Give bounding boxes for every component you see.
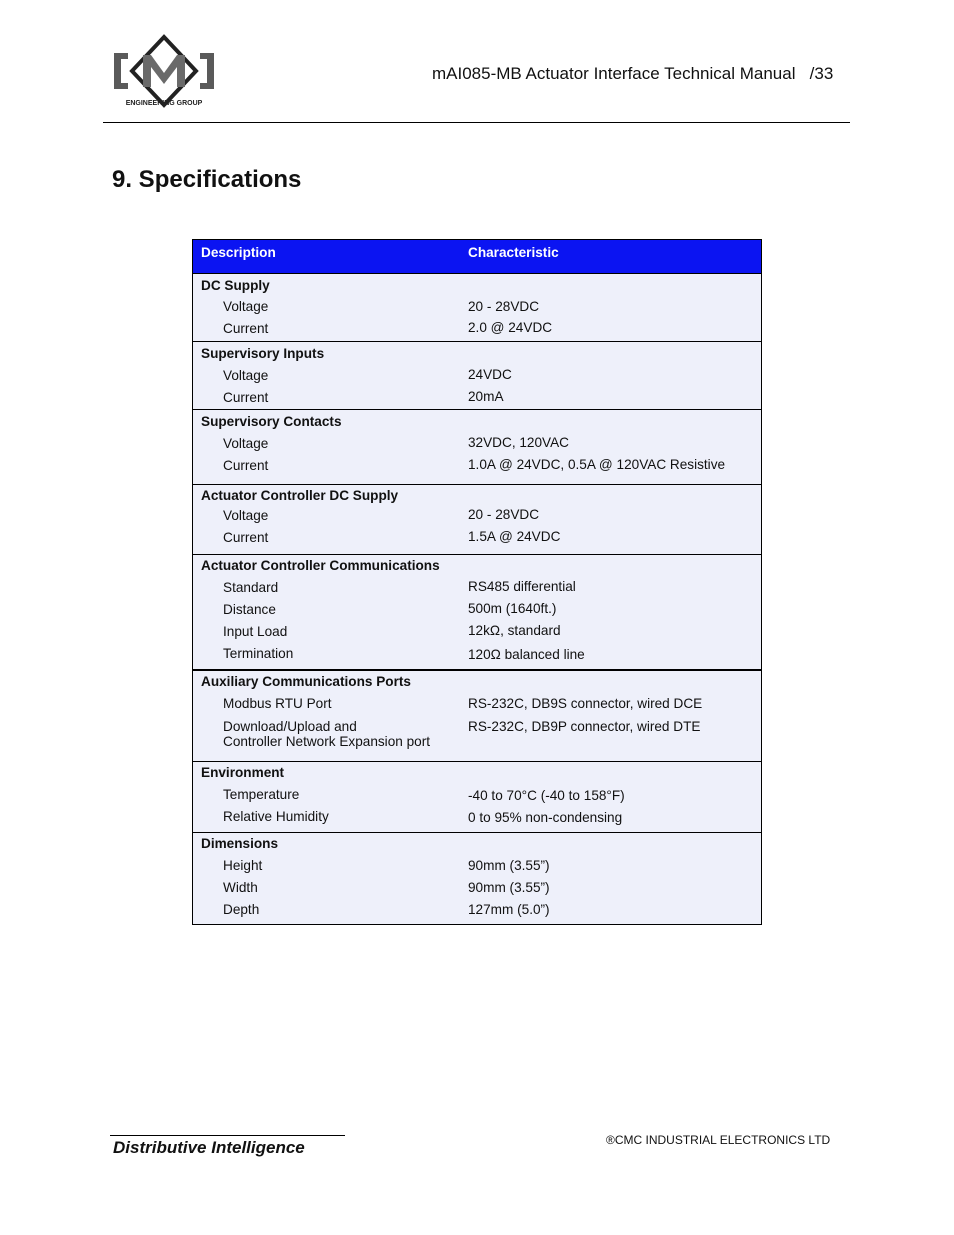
- spec-label: [223, 602, 276, 617]
- spec-value: 127mm (5.0”): [468, 902, 550, 917]
- spec-value: 90mm (3.55”): [468, 880, 550, 895]
- spec-group-title: Actuator Controller Communications: [201, 558, 440, 573]
- spec-value: 500m (1640ft.): [468, 601, 557, 616]
- spec-label: [223, 719, 430, 749]
- spec-group-title: Dimensions: [201, 836, 279, 851]
- column-header-characteristic: Characteristic: [468, 245, 559, 260]
- spec-label: [223, 880, 258, 895]
- spec-label-line: Current: [223, 321, 269, 336]
- spec-label: [223, 809, 329, 824]
- spec-label-line: Download/Upload and: [223, 719, 357, 734]
- spec-label-line: Voltage: [223, 368, 269, 383]
- spec-label: [223, 368, 268, 383]
- spec-label: [223, 646, 293, 661]
- spec-label-line: Current: [223, 390, 269, 405]
- spec-label: [223, 390, 268, 405]
- table-header-row: [193, 240, 761, 274]
- spec-value: RS485 differential: [468, 579, 576, 594]
- spec-label-line: Termination: [223, 646, 294, 661]
- footer-divider: [110, 1135, 345, 1136]
- specifications-table: [192, 239, 762, 925]
- header-divider: [103, 122, 850, 123]
- spec-group: [193, 485, 761, 555]
- spec-value: -40 to 70°C (-40 to 158°F): [468, 788, 625, 803]
- spec-label-line: Input Load: [223, 624, 288, 639]
- spec-group-title: Auxiliary Communications Ports: [201, 674, 411, 689]
- spec-group: [193, 410, 761, 485]
- spec-value: 12kΩ, standard: [468, 623, 561, 638]
- spec-label: [223, 436, 268, 451]
- spec-value: 20mA: [468, 389, 504, 404]
- logo-caption: ENGINEERING GROUP: [125, 100, 203, 107]
- spec-label-line: Voltage: [223, 299, 269, 314]
- spec-label-line: Voltage: [223, 508, 269, 523]
- spec-value: 24VDC: [468, 367, 512, 382]
- spec-label: [223, 580, 278, 595]
- spec-group-title: Environment: [201, 765, 285, 780]
- spec-label: [223, 458, 268, 473]
- spec-group: [193, 342, 761, 410]
- spec-label: [223, 530, 268, 545]
- spec-value: 120Ω balanced line: [468, 647, 585, 662]
- spec-label-line: Controller Network Expansion port: [223, 734, 431, 749]
- spec-group: [193, 555, 761, 671]
- spec-label: [223, 299, 268, 314]
- spec-value: 20 - 28VDC: [468, 507, 540, 522]
- spec-label-line: Relative Humidity: [223, 809, 329, 824]
- spec-value: 20 - 28VDC: [468, 299, 540, 314]
- document-title: mAI085-MB Actuator Interface Technical Manual /33: [432, 64, 834, 83]
- spec-label-line: Height: [223, 858, 263, 873]
- spec-label: [223, 624, 287, 639]
- spec-label-line: Voltage: [223, 436, 269, 451]
- spec-group: [193, 274, 761, 342]
- spec-label: [223, 321, 268, 336]
- spec-label: [223, 787, 299, 802]
- spec-value: RS-232C, DB9P connector, wired DTE: [468, 719, 701, 734]
- spec-label-line: Current: [223, 530, 269, 545]
- spec-label: [223, 858, 262, 873]
- footer-copyright: ®CMC INDUSTRIAL ELECTRONICS LTD: [606, 1133, 831, 1147]
- spec-group-title: Actuator Controller DC Supply: [201, 488, 399, 503]
- spec-label-line: Width: [223, 880, 258, 895]
- spec-label: [223, 508, 268, 523]
- spec-group: [193, 833, 761, 924]
- spec-value: RS-232C, DB9S connector, wired DCE: [468, 696, 703, 711]
- spec-label-line: Standard: [223, 580, 279, 595]
- spec-label-line: Temperature: [223, 787, 300, 802]
- spec-group-title: Supervisory Inputs: [201, 346, 325, 361]
- section-heading: 9. Specifications: [112, 166, 302, 193]
- spec-group: [193, 762, 761, 833]
- company-logo: [110, 31, 218, 115]
- spec-group: [193, 671, 761, 762]
- footer-tagline: Distributive Intelligence: [113, 1138, 305, 1157]
- spec-value: 32VDC, 120VAC: [468, 435, 569, 450]
- spec-label-line: Modbus RTU Port: [223, 696, 332, 711]
- spec-label-line: Current: [223, 458, 269, 473]
- spec-value: 0 to 95% non-condensing: [468, 810, 623, 825]
- spec-group-title: DC Supply: [201, 278, 270, 293]
- spec-group-title: Supervisory Contacts: [201, 414, 342, 429]
- spec-label: [223, 696, 332, 711]
- spec-label-line: Distance: [223, 602, 276, 617]
- column-header-description: Description: [201, 245, 276, 260]
- spec-value: 2.0 @ 24VDC: [468, 320, 553, 335]
- spec-label-line: Depth: [223, 902, 260, 917]
- spec-value: 1.0A @ 24VDC, 0.5A @ 120VAC Resistive: [468, 457, 726, 472]
- spec-label: [223, 902, 259, 917]
- spec-value: 1.5A @ 24VDC: [468, 529, 561, 544]
- spec-value: 90mm (3.55”): [468, 858, 550, 873]
